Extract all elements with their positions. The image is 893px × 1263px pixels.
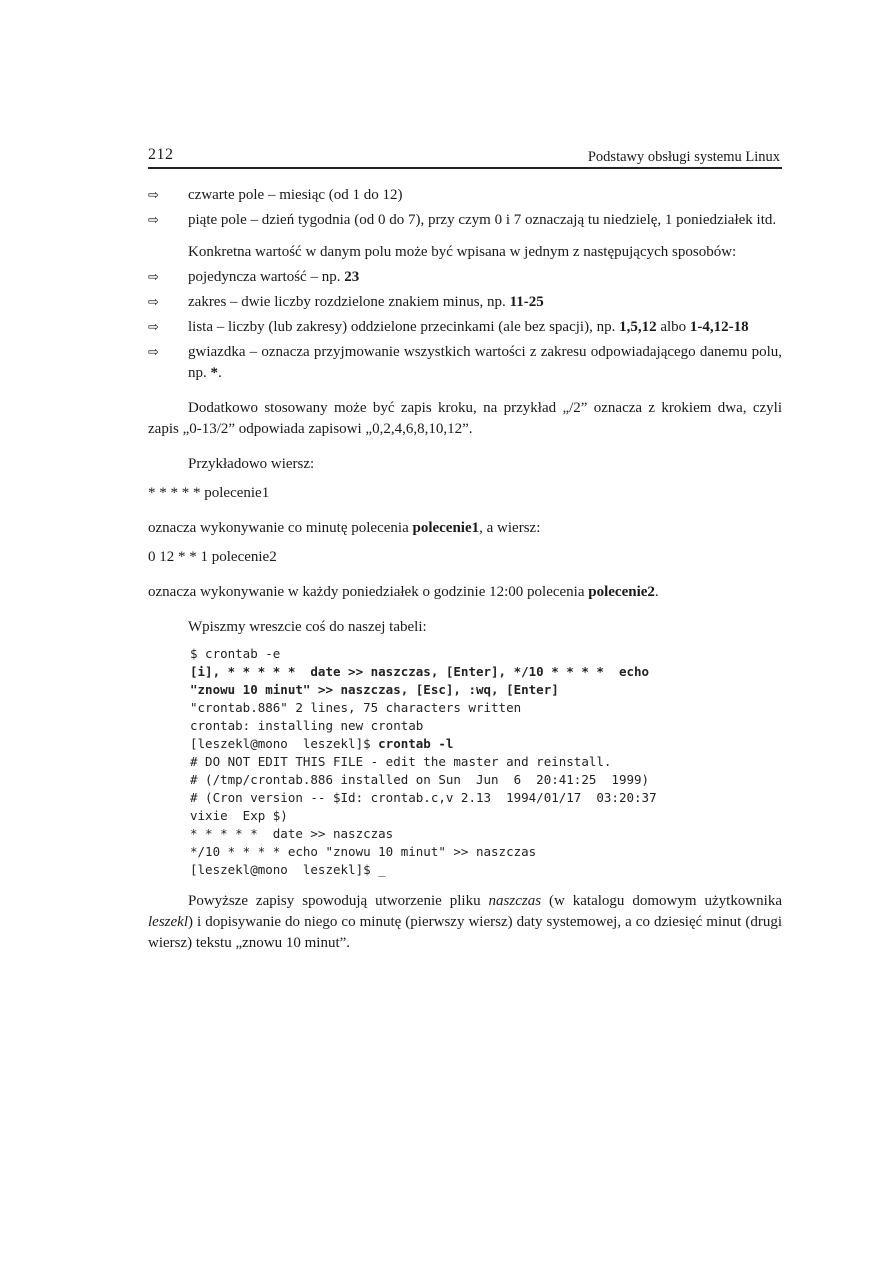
code-line: "znowu 10 minut" >> naszczas, [Esc], :wq, [Enter] <box>190 682 559 697</box>
item-text: zakres – dwie liczby rozdzielone znakiem minus, np. <box>188 294 510 310</box>
list-item <box>148 210 782 231</box>
example-value: 23 <box>344 269 360 285</box>
paragraph-write: Wpiszmy wreszcie coś do naszej tabeli: <box>188 619 427 635</box>
text: oznacza wykonywanie co minutę polecenia <box>148 520 413 536</box>
paragraph-example-intro: Przykładowo wiersz: <box>188 456 315 472</box>
item-text: albo <box>656 319 690 335</box>
list-item <box>148 267 782 288</box>
example-line: 0 12 * * 1 polecenie2 <box>148 549 277 565</box>
typed-command: crontab -l <box>378 736 454 751</box>
list-item <box>148 185 782 206</box>
text: , a wiersz: <box>479 520 541 536</box>
page-header <box>148 146 782 168</box>
right-arrow-icon: ⇨ <box>148 213 159 228</box>
example-value: 1-4,12-18 <box>689 319 749 335</box>
code-line: $ crontab -e <box>190 646 281 661</box>
text: Powyższe zapisy spowodują utworzenie pliku <box>188 893 489 909</box>
command-name: polecenie1 <box>412 520 480 536</box>
code-line: # (Cron version -- $Id: crontab.c,v 2.13 1994/01/17 03:20:37 <box>190 790 657 805</box>
code-line: [i], * * * * * date >> naszczas, [Enter], */10 * * * * echo <box>190 664 650 679</box>
paragraph-values-intro: Konkretna wartość w danym polu może być wpisana w jednym z następujących sposobów: <box>188 244 737 260</box>
list-item <box>148 342 782 384</box>
right-arrow-icon: ⇨ <box>148 320 159 335</box>
page-content <box>148 185 782 954</box>
shell-prompt: [leszekl@mono leszekl]$ <box>190 736 379 751</box>
text: (w katalogu domowym użytkownika <box>541 893 782 909</box>
example-value: 11-25 <box>509 294 544 310</box>
code-line: [leszekl@mono leszekl]$ _ <box>190 862 386 877</box>
terminal-listing <box>190 645 782 879</box>
page-number: 212 <box>148 146 174 163</box>
item-text: gwiazdka – oznacza przyjmowanie wszystkich wartości z zakresu odpowiadającego danemu polu, np. <box>188 344 782 381</box>
paragraph-result <box>148 891 782 954</box>
list-item <box>148 292 782 313</box>
right-arrow-icon: ⇨ <box>148 295 159 310</box>
text: ) i dopisywanie do niego co minutę (pierwszy wiersz) daty systemowej, a co dziesięć minut (drugi wiersz) tekstu „znowu 10 minut”. <box>148 914 782 951</box>
code-line: vixie Exp $) <box>190 808 288 823</box>
list-item-text <box>188 317 782 338</box>
paragraph-explain-1 <box>148 518 782 539</box>
list-item-text <box>188 292 782 313</box>
list-item-text: piąte pole – dzień tygodnia (od 0 do 7), przy czym 0 i 7 oznaczają tu niedzielę, 1 poniedziałek itd. <box>188 212 777 228</box>
item-text: pojedyncza wartość – np. <box>188 269 345 285</box>
list-item-text <box>188 267 782 288</box>
code-line: "crontab.886" 2 lines, 75 characters written <box>190 700 522 715</box>
right-arrow-icon: ⇨ <box>148 188 159 203</box>
list-item <box>148 317 782 338</box>
item-text: . <box>218 365 222 381</box>
code-line: # (/tmp/crontab.886 installed on Sun Jun 6 20:41:25 1999) <box>190 772 650 787</box>
code-line: * * * * * date >> naszczas <box>190 826 394 841</box>
right-arrow-icon: ⇨ <box>148 345 159 360</box>
code-line <box>190 735 782 753</box>
right-arrow-icon: ⇨ <box>148 270 159 285</box>
list-item-text <box>188 342 782 384</box>
code-line: */10 * * * * echo "znowu 10 minut" >> naszczas <box>190 844 537 859</box>
command-name: polecenie2 <box>588 584 655 600</box>
text: oznacza wykonywanie w każdy poniedziałek o godzinie 12:00 polecenia <box>148 584 589 600</box>
header-rule <box>148 167 782 169</box>
paragraph-step: Dodatkowo stosowany może być zapis kroku, na przykład „/2” oznacza z krokiem dwa, czyli zapis „0-13/2” odpowiada zapisowi „0,2,4,6,8,10,12”. <box>148 400 782 437</box>
paragraph-explain-2 <box>148 582 782 603</box>
code-line: crontab: installing new crontab <box>190 718 424 733</box>
list-item-text: czwarte pole – miesiąc (od 1 do 12) <box>188 187 403 203</box>
example-value: * <box>210 365 218 381</box>
user-name: leszekl <box>148 914 188 930</box>
text: . <box>654 584 659 600</box>
example-line: * * * * * polecenie1 <box>148 485 270 501</box>
running-title: Podstawy obsługi systemu Linux <box>587 149 780 165</box>
code-line: # DO NOT EDIT THIS FILE - edit the master and reinstall. <box>190 754 612 769</box>
file-name: naszczas <box>488 893 542 909</box>
example-value: 1,5,12 <box>619 319 657 335</box>
item-text: lista – liczby (lub zakresy) oddzielone przecinkami (ale bez spacji), np. <box>188 319 620 335</box>
